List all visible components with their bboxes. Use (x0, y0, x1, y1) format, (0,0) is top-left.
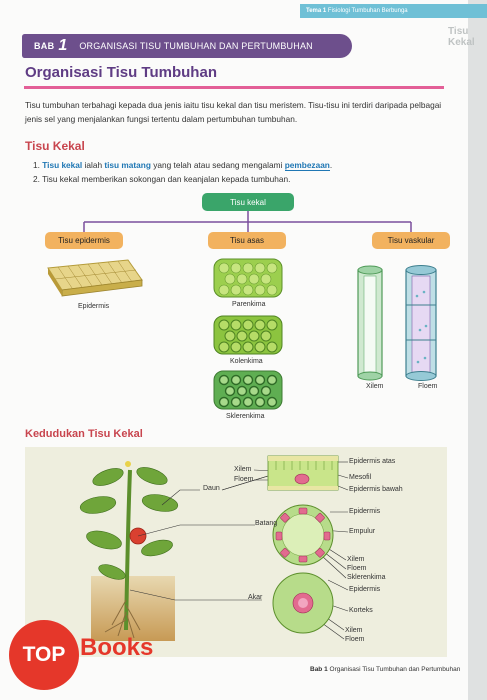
chapter-title: ORGANISASI TISU TUMBUHAN DAN PERTUMBUHAN (79, 41, 313, 51)
stem-label-floem: Floem (347, 565, 367, 572)
root-label-epidermis: Epidermis (349, 586, 381, 593)
tree-node-tisu-asas: Tisu asas (208, 232, 286, 249)
root-label-floem: Floem (345, 636, 365, 643)
keyword-tisu-kekal: Tisu kekal (42, 160, 83, 170)
tree-root-tisu-kekal: Tisu kekal (202, 193, 294, 211)
leaf-label-epidermis-atas: Epidermis atas (349, 458, 396, 465)
label-daun: Daun (203, 485, 220, 492)
footer-bab: Bab 1 (310, 666, 328, 673)
list-text: . (329, 160, 333, 170)
label-epidermis: Epidermis (78, 303, 110, 310)
list-text: Tisu kekal memberikan sokongan dan keanjalan kepada tumbuhan. (42, 174, 291, 184)
list-number: 1. (33, 160, 40, 170)
intro-paragraph: Tisu tumbuhan terbahagi kepada dua jenis iaitu tisu kekal dan tisu meristem. Tisu-tisu ini terdiri daripada pelbagai jenis sel yang menjalankan fungsi tertentu dalam pertumbuhan tumbuhan. (25, 100, 442, 124)
label-xilem: Xilem (366, 383, 384, 390)
label-batang: Batang (255, 520, 278, 527)
keyword-tisu-matang: tisu matang (104, 160, 151, 170)
section-title: Organisasi Tisu Tumbuhan (25, 64, 217, 81)
leaf-cross-section (268, 456, 338, 490)
label-parenkima: Parenkima (232, 301, 266, 308)
plant-illustration (79, 461, 179, 638)
tree-node-tisu-epidermis: Tisu epidermis (45, 232, 123, 249)
leaf-label-floem: Floem (234, 476, 254, 483)
list-number: 2. (33, 174, 40, 184)
list-text: yang telah atau sedang mengalami (150, 160, 285, 170)
facing-page-heading: Tisu Kekal (448, 26, 475, 48)
label-kolenkima: Kolenkima (230, 358, 263, 365)
keyword-pembezaan: pembezaan (284, 160, 330, 170)
root-cross-section (273, 573, 333, 633)
tree-node-tisu-vaskular: Tisu vaskular (372, 232, 450, 249)
root-label-xilem: Xilem (345, 627, 363, 634)
kedudukan-heading: Kedudukan Tisu Kekal (25, 428, 143, 440)
chapter-bab-label: BAB (34, 41, 55, 51)
list-text: ialah (82, 160, 105, 170)
leaf-label-epidermis-bawah: Epidermis bawah (349, 486, 403, 493)
root-label-korteks: Korteks (349, 607, 373, 614)
watermark-word: Books (80, 634, 154, 661)
stem-cross-section (273, 505, 333, 565)
leaf-label-mesofil: Mesofil (349, 474, 372, 481)
theme-title: Fisiologi Tumbuhan Berbunga (327, 8, 408, 14)
stem-label-xilem: Xilem (347, 556, 365, 563)
leaf-label-xilem: Xilem (234, 466, 252, 473)
theme-label: Tema 1 (306, 8, 327, 14)
label-sklerenkima: Sklerenkima (226, 413, 265, 420)
tisu-kekal-heading: Tisu Kekal (25, 139, 85, 153)
label-akar: Akar (248, 594, 263, 601)
chapter-number: 1 (58, 37, 68, 54)
label-floem: Floem (418, 383, 438, 390)
stem-label-empulur: Empulur (349, 528, 376, 535)
watermark-badge: TOP (9, 620, 79, 690)
footer-title: Organisasi Tisu Tumbuhan dan Pertumbuhan (329, 666, 461, 673)
stem-label-sklerenkima: Sklerenkima (347, 574, 386, 581)
stem-label-epidermis: Epidermis (349, 508, 381, 515)
page-footer (310, 666, 460, 673)
